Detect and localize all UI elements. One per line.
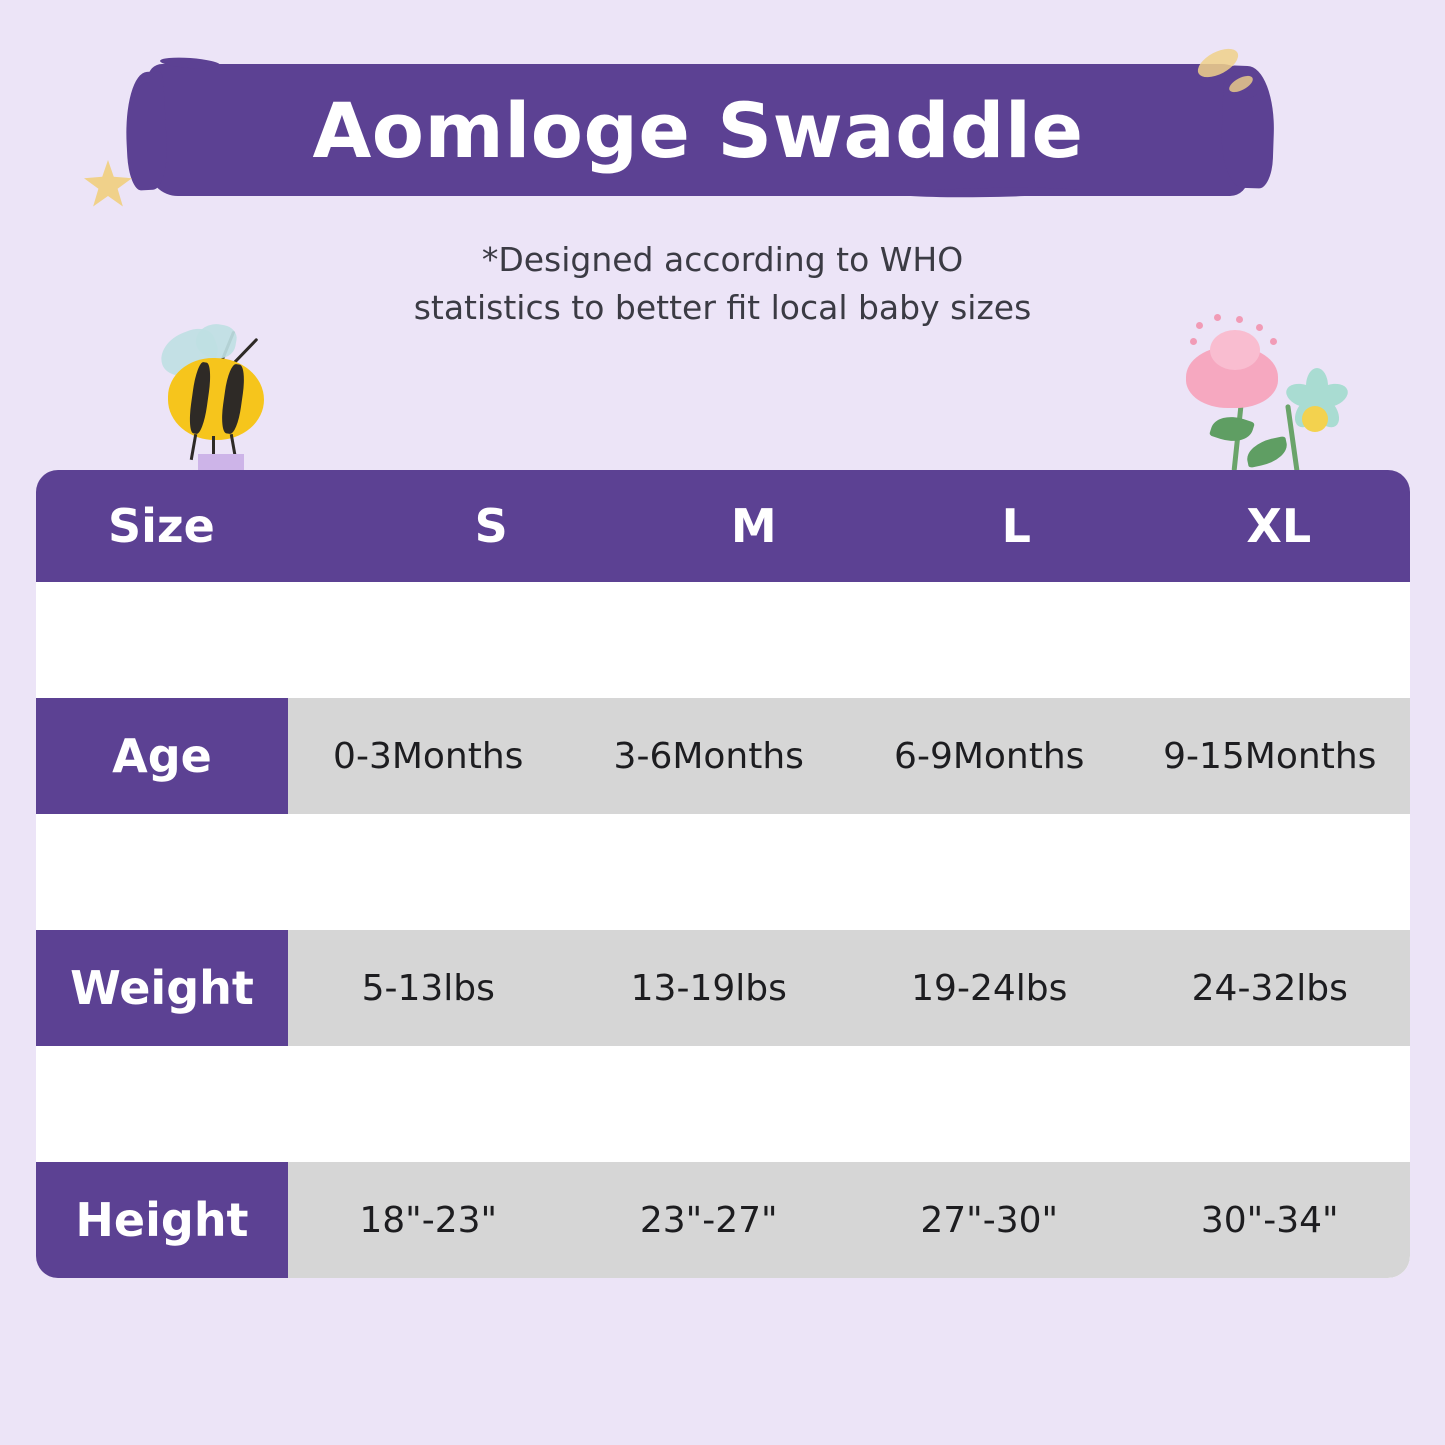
- spacer-label-cell: [36, 582, 288, 698]
- cell-age-m: 3-6Months: [613, 735, 804, 777]
- mint-flower: [1272, 376, 1358, 458]
- spacer-cell: [849, 814, 1130, 930]
- header-cell-size: Size: [108, 499, 215, 553]
- cell-age-xl: 9-15Months: [1163, 735, 1377, 777]
- cell-age-l: 6-9Months: [894, 735, 1085, 777]
- row-label-weight: Weight: [36, 930, 288, 1046]
- bee-antenna: [233, 338, 259, 365]
- table-row-weight: [36, 930, 1410, 1046]
- cell-age-s: 0-3Months: [333, 735, 524, 777]
- table-row-age: [36, 698, 1410, 814]
- cell-height-l: 27"-30": [920, 1199, 1059, 1241]
- spacer-cell: [288, 1046, 569, 1162]
- spacer-label-cell: [36, 814, 288, 930]
- page-title: Aomloge Swaddle: [312, 85, 1084, 175]
- header-cell-s: S: [474, 499, 508, 553]
- spacer-cell: [849, 1046, 1130, 1162]
- pink-flower-top: [1210, 330, 1260, 370]
- spacer-cell: [569, 814, 850, 930]
- spacer-cell: [849, 582, 1130, 698]
- spacer-label-cell: [36, 1046, 288, 1162]
- cell-weight-l: 19-24lbs: [911, 967, 1068, 1009]
- spacer-cell: [288, 582, 569, 698]
- spacer-cell: [1130, 814, 1411, 930]
- bee-icon: [140, 316, 270, 476]
- title-banner: [0, 46, 1445, 216]
- size-chart-table: [36, 470, 1410, 1278]
- spacer-cell: [1130, 1046, 1411, 1162]
- cell-height-s: 18"-23": [359, 1199, 498, 1241]
- subtitle-line-2: statistics to better fit local baby sizes: [413, 288, 1032, 327]
- spacer-cell: [288, 814, 569, 930]
- header-cell-m: M: [730, 499, 777, 553]
- header-cell-xl: XL: [1246, 499, 1312, 553]
- flower-center: [1302, 406, 1328, 432]
- bee-leg: [190, 434, 197, 460]
- cell-weight-m: 13-19lbs: [630, 967, 787, 1009]
- row-label-height: Height: [36, 1162, 288, 1278]
- row-label-age: Age: [36, 698, 288, 814]
- spacer-cell: [569, 582, 850, 698]
- bee-body: [168, 358, 264, 440]
- table-spacer-row: [36, 1046, 1410, 1162]
- table-spacer-row: [36, 814, 1410, 930]
- cell-weight-xl: 24-32lbs: [1191, 967, 1348, 1009]
- cell-height-m: 23"-27": [639, 1199, 778, 1241]
- subtitle-line-1: *Designed according to WHO: [481, 240, 964, 279]
- flower-leaf: [1209, 410, 1255, 447]
- cell-weight-s: 5-13lbs: [361, 967, 495, 1009]
- spacer-cell: [1130, 582, 1411, 698]
- header-cell-l: L: [1001, 499, 1031, 553]
- table-row-height: [36, 1162, 1410, 1278]
- table-header-row: [36, 470, 1410, 582]
- spacer-cell: [569, 1046, 850, 1162]
- cell-height-xl: 30"-34": [1200, 1199, 1339, 1241]
- flower-icon: [1150, 312, 1360, 474]
- table-spacer-row: [36, 582, 1410, 698]
